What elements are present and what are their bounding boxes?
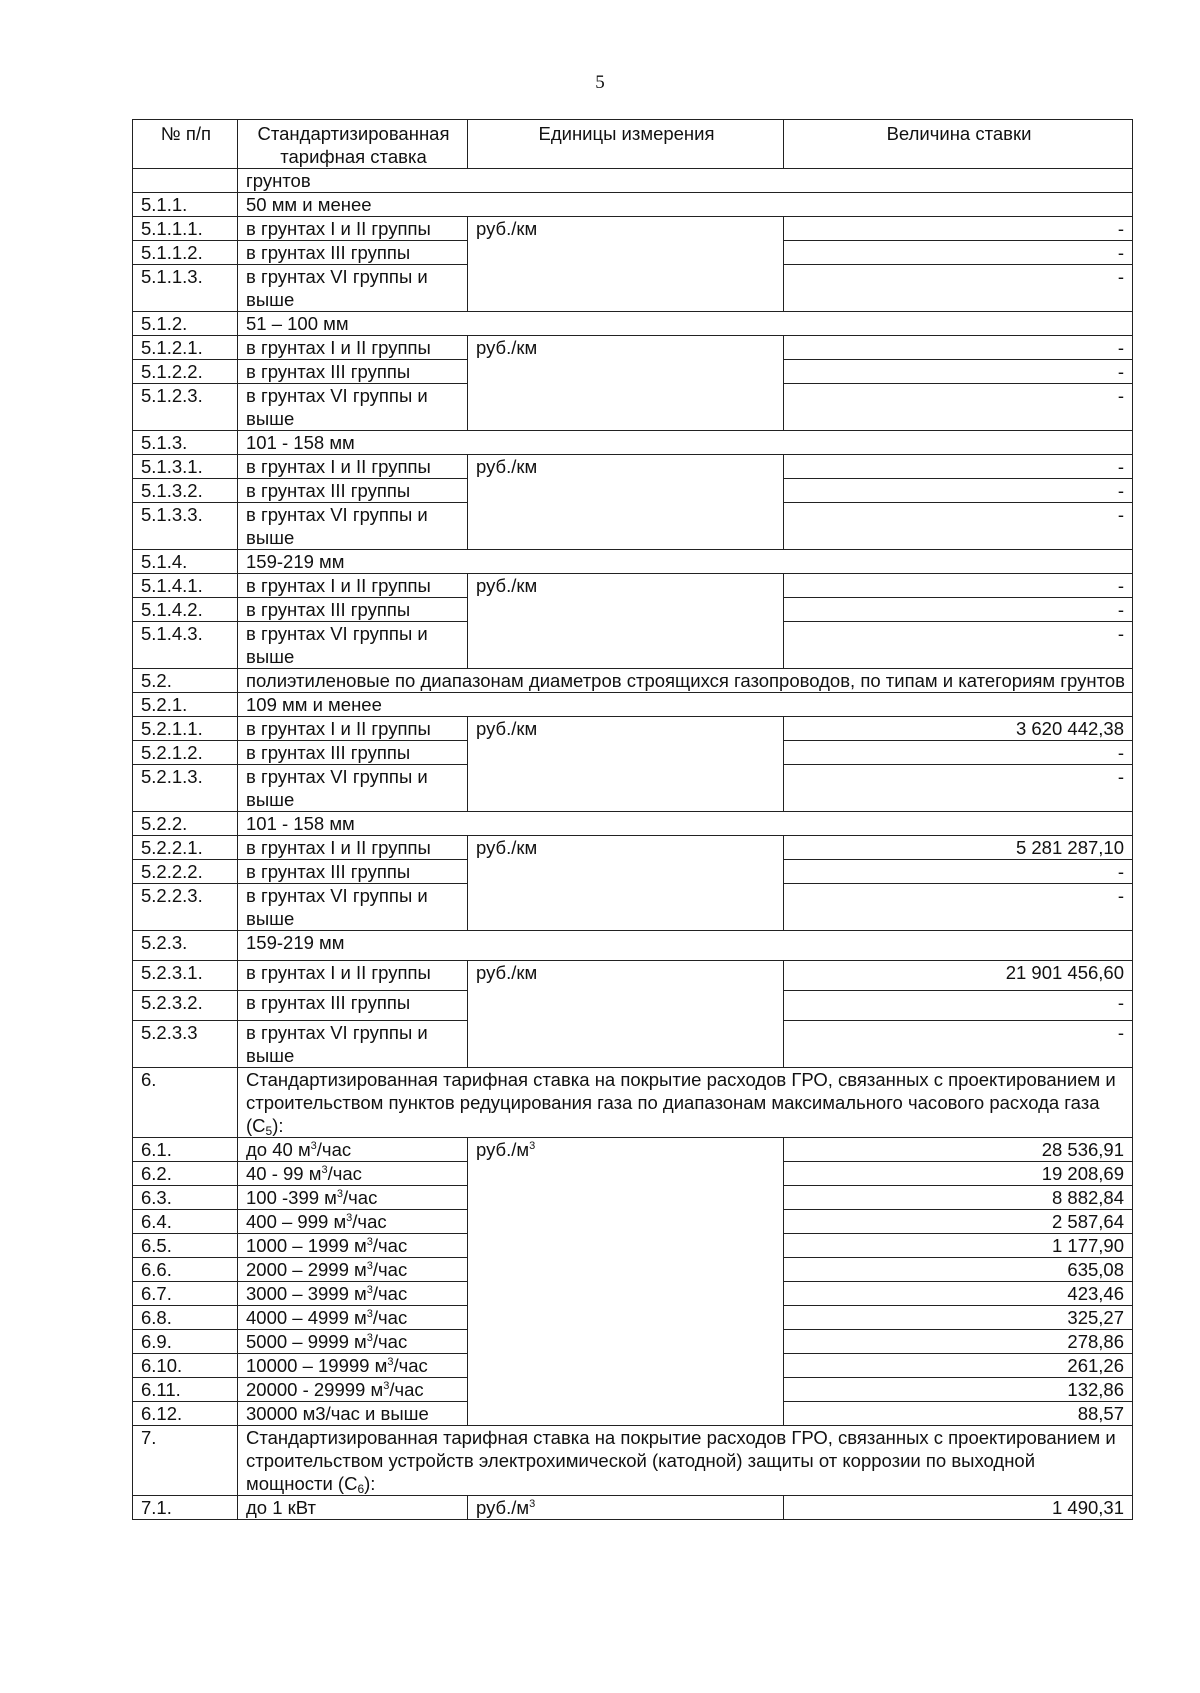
- row-number: 5.1.3.2.: [133, 479, 238, 503]
- table-row: [133, 241, 1133, 265]
- row-number: 5.1.1.1.: [133, 217, 238, 241]
- table-row: [133, 384, 1133, 431]
- row-description-text: 20000 - 29999 м: [246, 1379, 384, 1400]
- section-row: [133, 1426, 1133, 1496]
- row-value: -: [784, 241, 1133, 265]
- table-row: [133, 669, 1133, 693]
- section-title-end: ):: [364, 1473, 376, 1494]
- table-row: [133, 312, 1133, 336]
- section-number: 6.: [133, 1068, 238, 1138]
- table-row: [133, 479, 1133, 503]
- row-number: 6.8.: [133, 1306, 238, 1330]
- table-row: [133, 812, 1133, 836]
- table-row: [133, 455, 1133, 479]
- table-row: [133, 550, 1133, 574]
- section-title-end: ):: [272, 1115, 284, 1136]
- unit-superscript: 3: [529, 1498, 536, 1510]
- table-row: [133, 1021, 1133, 1068]
- row-unit: руб./км: [468, 961, 784, 991]
- row-description: в грунтах VI группы и выше: [238, 265, 468, 312]
- table-row: [133, 884, 1133, 931]
- row-group-title: 101 - 158 мм: [238, 812, 1133, 836]
- row-group-title: 51 – 100 мм: [238, 312, 1133, 336]
- row-group-title: 159-219 мм: [238, 931, 1133, 961]
- row-value: 423,46: [784, 1282, 1133, 1306]
- row-value: -: [784, 336, 1133, 360]
- row-description-text: 40 - 99 м: [246, 1163, 322, 1184]
- row-number: 5.2.3.3: [133, 1021, 238, 1068]
- row-description: в грунтах III группы: [238, 241, 468, 265]
- row-number: 6.11.: [133, 1378, 238, 1402]
- row-description-text: 10000 – 19999 м: [246, 1355, 388, 1376]
- row-description: в грунтах I и II группы: [238, 961, 468, 991]
- row-unit: руб./км: [468, 574, 784, 598]
- row-description: в грунтах III группы: [238, 360, 468, 384]
- row-description-text: 400 – 999 м: [246, 1211, 347, 1232]
- row-number: 5.2.1.1.: [133, 717, 238, 741]
- row-description: в грунтах VI группы и выше: [238, 1021, 468, 1068]
- row-value: 2 587,64: [784, 1210, 1133, 1234]
- row-number: 6.1.: [133, 1138, 238, 1162]
- row-description-superscript: 3: [346, 1212, 353, 1224]
- row-description-superscript: 3: [366, 1236, 373, 1248]
- row-unit: [468, 265, 784, 312]
- row-number: 5.2.2.1.: [133, 836, 238, 860]
- row-value: -: [784, 503, 1133, 550]
- row-description-superscript: 3: [366, 1284, 373, 1296]
- row-description: [238, 1306, 468, 1330]
- table-row: [133, 991, 1133, 1021]
- page-number: 5: [595, 72, 605, 93]
- row-number: 5.2.1.2.: [133, 741, 238, 765]
- row-unit: [468, 622, 784, 669]
- table-row: [133, 693, 1133, 717]
- row-description: в грунтах VI группы и выше: [238, 384, 468, 431]
- row-description-suffix: /час: [372, 1259, 408, 1280]
- row-number: 5.1.3.: [133, 431, 238, 455]
- row-value: 635,08: [784, 1258, 1133, 1282]
- row-description-superscript: 3: [336, 1188, 344, 1200]
- row-description: в грунтах I и II группы: [238, 336, 468, 360]
- table-row: [133, 1496, 1133, 1520]
- row-number: 6.10.: [133, 1354, 238, 1378]
- table-row: [133, 598, 1133, 622]
- table-row: [133, 836, 1133, 860]
- row-description: в грунтах VI группы и выше: [238, 765, 468, 812]
- row-value: 1 177,90: [784, 1234, 1133, 1258]
- table-row: [133, 503, 1133, 550]
- row-description: в грунтах VI группы и выше: [238, 884, 468, 931]
- table-row: [133, 765, 1133, 812]
- row-unit: [468, 1138, 784, 1426]
- table-row: [133, 265, 1133, 312]
- row-description: в грунтах VI группы и выше: [238, 622, 468, 669]
- row-value: 261,26: [784, 1354, 1133, 1378]
- section-title-subscript: 6: [357, 1482, 365, 1496]
- row-number: 6.6.: [133, 1258, 238, 1282]
- row-value: 21 901 456,60: [784, 961, 1133, 991]
- row-number: 6.5.: [133, 1234, 238, 1258]
- row-number: 5.1.2.2.: [133, 360, 238, 384]
- table-row: [133, 860, 1133, 884]
- row-unit: [468, 479, 784, 503]
- row-unit: [468, 241, 784, 265]
- table-row: [133, 931, 1133, 961]
- table-row: [133, 622, 1133, 669]
- section-title-text: Стандартизированная тарифная ставка на покрытие расходов ГРО, связанных с проектированием и строительством пунктов редуцирования газа по диапазонам максимального часового расхода газа (C: [246, 1069, 1116, 1136]
- row-number: 5.2.2.: [133, 812, 238, 836]
- row-description-text: до 40 м: [246, 1139, 311, 1160]
- row-description-superscript: 3: [321, 1164, 328, 1176]
- table-row: [133, 336, 1133, 360]
- table-row: [133, 193, 1133, 217]
- table-row: [133, 431, 1133, 455]
- row-description: до 1 кВт: [238, 1496, 468, 1520]
- section-title: [238, 1426, 1133, 1496]
- section-row: [133, 1068, 1133, 1138]
- row-description-text: 4000 – 4999 м: [246, 1307, 367, 1328]
- row-number: 5.2.1.: [133, 693, 238, 717]
- row-value: 132,86: [784, 1378, 1133, 1402]
- row-number: 6.2.: [133, 1162, 238, 1186]
- row-unit: [468, 384, 784, 431]
- row-value: 28 536,91: [784, 1138, 1133, 1162]
- row-description-superscript: 3: [366, 1260, 373, 1272]
- row-description-text: 3000 – 3999 м: [246, 1283, 367, 1304]
- row-value: -: [784, 265, 1133, 312]
- section-number: 7.: [133, 1426, 238, 1496]
- row-description-suffix: /час: [372, 1283, 408, 1304]
- row-value: -: [784, 384, 1133, 431]
- row-unit: [468, 360, 784, 384]
- row-description-text: 2000 – 2999 м: [246, 1259, 367, 1280]
- row-number: 5.2.3.1.: [133, 961, 238, 991]
- row-description: в грунтах III группы: [238, 598, 468, 622]
- row-description: [238, 1402, 468, 1426]
- row-number: 5.2.: [133, 669, 238, 693]
- row-value: -: [784, 574, 1133, 598]
- row-description: [238, 1258, 468, 1282]
- row-unit: [468, 1496, 784, 1520]
- row-value: -: [784, 884, 1133, 931]
- table-row: [133, 1138, 1133, 1162]
- row-value: -: [784, 741, 1133, 765]
- row-description: [238, 1138, 468, 1162]
- row-value: -: [784, 455, 1133, 479]
- row-description-suffix: /час: [352, 1211, 387, 1232]
- row-unit: [468, 598, 784, 622]
- row-description: в грунтах VI группы и выше: [238, 503, 468, 550]
- row-value: 8 882,84: [784, 1186, 1133, 1210]
- row-description: [238, 1330, 468, 1354]
- row-description: в грунтах III группы: [238, 741, 468, 765]
- row-number: 6.7.: [133, 1282, 238, 1306]
- table-row: [133, 217, 1133, 241]
- table-row: [133, 741, 1133, 765]
- row-number: 7.1.: [133, 1496, 238, 1520]
- row-value: 19 208,69: [784, 1162, 1133, 1186]
- row-description-suffix: /час: [372, 1235, 408, 1256]
- table-row: [133, 717, 1133, 741]
- row-description-suffix: /час: [372, 1307, 408, 1328]
- row-description: [238, 1162, 468, 1186]
- row-description: в грунтах I и II группы: [238, 217, 468, 241]
- row-description: [238, 1378, 468, 1402]
- row-number: 5.2.1.3.: [133, 765, 238, 812]
- row-number: 5.1.4.1.: [133, 574, 238, 598]
- row-description: в грунтах I и II группы: [238, 717, 468, 741]
- row-description-text: 100 -399 м: [246, 1187, 337, 1208]
- row-description-text: 1000 – 1999 м: [246, 1235, 367, 1256]
- row-description: [238, 1234, 468, 1258]
- row-value: 1 490,31: [784, 1496, 1133, 1520]
- header-unit: Единицы измерения: [468, 120, 784, 169]
- table-row: [133, 169, 1133, 193]
- row-description: в грунтах I и II группы: [238, 455, 468, 479]
- section-title-text: Стандартизированная тарифная ставка на покрытие расходов ГРО, связанных с проектированием и строительством устройств электрохимической (катодной) защиты от коррозии по выходной мощности (C: [246, 1427, 1116, 1494]
- header-value: Величина ставки: [784, 120, 1133, 169]
- row-description-text: 5000 – 9999 м: [246, 1331, 367, 1352]
- row-description-superscript: 3: [383, 1380, 390, 1392]
- row-group-title: 50 мм и менее: [238, 193, 1133, 217]
- row-description-suffix: /час: [389, 1379, 424, 1400]
- row-description: [238, 1186, 468, 1210]
- row-value: 88,57: [784, 1402, 1133, 1426]
- row-value: -: [784, 860, 1133, 884]
- row-number: 5.1.4.2.: [133, 598, 238, 622]
- row-number: 5.2.2.2.: [133, 860, 238, 884]
- unit-superscript: 3: [529, 1140, 536, 1152]
- row-number: 5.2.3.: [133, 931, 238, 961]
- row-number: 6.4.: [133, 1210, 238, 1234]
- row-unit: [468, 860, 784, 884]
- row-number: 5.1.4.: [133, 550, 238, 574]
- row-value: -: [784, 622, 1133, 669]
- row-value: 278,86: [784, 1330, 1133, 1354]
- row-value: -: [784, 1021, 1133, 1068]
- row-unit: руб./км: [468, 455, 784, 479]
- row-value: -: [784, 598, 1133, 622]
- row-number: 5.1.2.1.: [133, 336, 238, 360]
- header-rate: Стандартизированная тарифная ставка: [238, 120, 468, 169]
- table-row: [133, 961, 1133, 991]
- row-unit: [468, 884, 784, 931]
- row-description: [238, 1210, 468, 1234]
- row-description: в грунтах I и II группы: [238, 574, 468, 598]
- row-number: 5.1.4.3.: [133, 622, 238, 669]
- unit-text: руб./м: [476, 1497, 530, 1518]
- row-description: [238, 1354, 468, 1378]
- row-description-superscript: 3: [366, 1332, 373, 1344]
- row-unit: [468, 503, 784, 550]
- row-unit: [468, 1021, 784, 1068]
- row-description: в грунтах I и II группы: [238, 836, 468, 860]
- row-value: -: [784, 479, 1133, 503]
- row-number: 5.2.3.2.: [133, 991, 238, 1021]
- row-value: -: [784, 217, 1133, 241]
- row-unit: руб./км: [468, 336, 784, 360]
- row-number: 5.1.1.: [133, 193, 238, 217]
- row-number: 5.1.3.1.: [133, 455, 238, 479]
- row-number: 6.3.: [133, 1186, 238, 1210]
- section-title-subscript: 5: [265, 1124, 273, 1138]
- row-value: 5 281 287,10: [784, 836, 1133, 860]
- row-description-superscript: 3: [366, 1308, 373, 1320]
- row-unit: руб./км: [468, 836, 784, 860]
- unit-text: руб./м: [476, 1139, 530, 1160]
- row-number: 5.1.3.3.: [133, 503, 238, 550]
- section-title: [238, 1068, 1133, 1138]
- row-group-title: грунтов: [238, 169, 1133, 193]
- row-description-suffix: /час: [372, 1331, 408, 1352]
- row-number: 5.2.2.3.: [133, 884, 238, 931]
- row-description-suffix: /час: [327, 1163, 362, 1184]
- row-unit: [468, 741, 784, 765]
- row-description: в грунтах III группы: [238, 991, 468, 1021]
- row-unit: руб./км: [468, 717, 784, 741]
- row-group-title: 101 - 158 мм: [238, 431, 1133, 455]
- row-number: 5.1.1.3.: [133, 265, 238, 312]
- row-value: 3 620 442,38: [784, 717, 1133, 741]
- row-group-title: полиэтиленовые по диапазонам диаметров строящихся газопроводов, по типам и категориям грунтов: [238, 669, 1133, 693]
- row-number: 6.9.: [133, 1330, 238, 1354]
- row-description: [238, 1282, 468, 1306]
- row-number: 5.1.1.2.: [133, 241, 238, 265]
- header-row: [133, 120, 1133, 169]
- row-unit: руб./км: [468, 217, 784, 241]
- row-number: 5.1.2.3.: [133, 384, 238, 431]
- row-group-title: 109 мм и менее: [238, 693, 1133, 717]
- row-description-text: 30000 м3/час и выше: [246, 1403, 429, 1424]
- row-unit: [468, 765, 784, 812]
- row-description: в грунтах III группы: [238, 860, 468, 884]
- row-number: 6.12.: [133, 1402, 238, 1426]
- row-description-superscript: 3: [310, 1140, 317, 1152]
- row-number: [133, 169, 238, 193]
- row-value: -: [784, 991, 1133, 1021]
- row-value: -: [784, 360, 1133, 384]
- tariff-table: [132, 119, 1133, 1520]
- row-value: 325,27: [784, 1306, 1133, 1330]
- row-description-superscript: 3: [387, 1356, 394, 1368]
- row-description: в грунтах III группы: [238, 479, 468, 503]
- row-unit: [468, 991, 784, 1021]
- row-description-suffix: /час: [393, 1355, 428, 1376]
- header-num: № п/п: [133, 120, 238, 169]
- row-description-suffix: /час: [343, 1187, 378, 1208]
- row-description-suffix: /час: [316, 1139, 352, 1160]
- row-number: 5.1.2.: [133, 312, 238, 336]
- table-row: [133, 574, 1133, 598]
- row-group-title: 159-219 мм: [238, 550, 1133, 574]
- row-value: -: [784, 765, 1133, 812]
- table-row: [133, 360, 1133, 384]
